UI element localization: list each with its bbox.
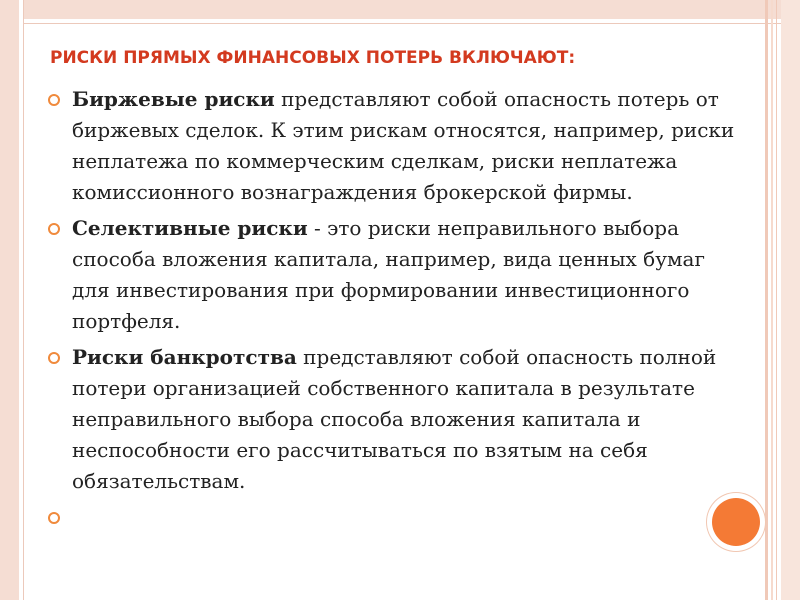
item-term: Селективные риски [72, 216, 308, 240]
frame-top-band [0, 0, 800, 19]
item-text: - это риски неправильного выбора способа вложения капитала, например, вида ценных бумаг для инвестирования при формировании инвестиционного портфеля. [72, 216, 705, 333]
circle-bullet-icon [48, 352, 60, 364]
item-term: Риски банкротства [72, 345, 297, 369]
frame-right-band [781, 0, 800, 600]
list-item-empty [48, 502, 748, 533]
slide-title: РИСКИ ПРЯМЫХ ФИНАНСОВЫХ ПОТЕРЬ ВКЛЮЧАЮТ: [50, 48, 576, 68]
circle-bullet-icon [48, 512, 60, 524]
frame-left-rule [23, 0, 24, 600]
list-item [48, 213, 748, 337]
frame-right-stripe [771, 0, 773, 600]
item-text: представляют собой опасность полной потери организацией собственного капитала в результате неправильного выбора способа вложения капитала и неспособности его рассчитываться по взятым на себя обязательствам. [72, 345, 717, 493]
decorative-circle-icon [712, 498, 760, 546]
frame-right-stripe [776, 0, 777, 600]
circle-bullet-icon [48, 223, 60, 235]
frame-right-stripe [765, 0, 768, 600]
circle-bullet-icon [48, 94, 60, 106]
frame-left-band [0, 0, 19, 600]
bullet-list [48, 84, 748, 538]
frame-top-rule [23, 23, 783, 24]
item-text: представляют собой опасность потерь от биржевых сделок. К этим рискам относятся, например, риски неплатежа по коммерческим сделкам, риски неплатежа комиссионного вознаграждения брокерской фирмы. [72, 87, 735, 204]
list-item [48, 342, 748, 497]
list-item [48, 84, 748, 208]
item-term: Биржевые риски [72, 87, 275, 111]
